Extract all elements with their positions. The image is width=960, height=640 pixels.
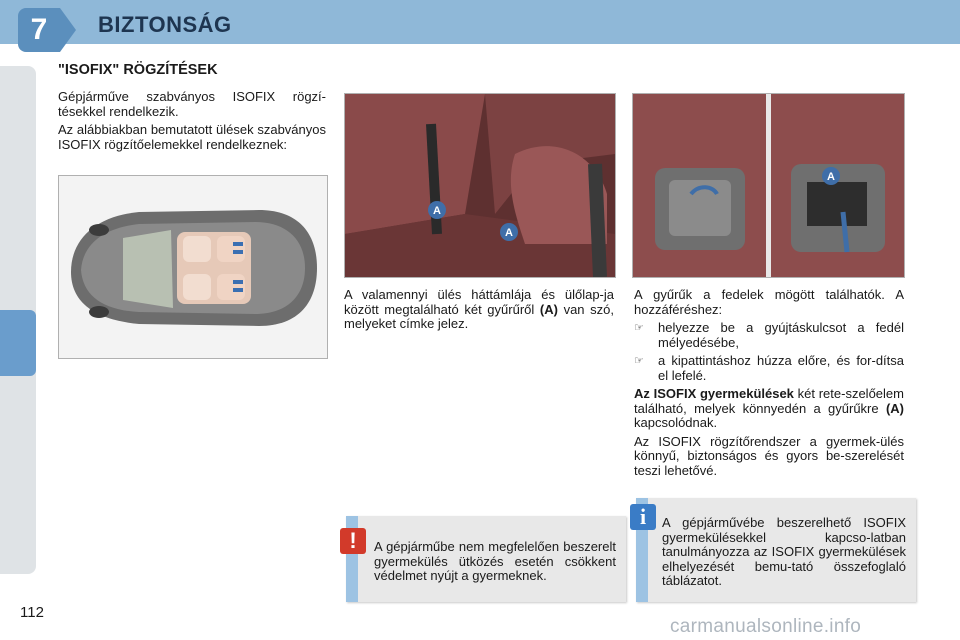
section-heading: "ISOFIX" RÖGZÍTÉSEK <box>58 62 218 78</box>
warning-text: A gépjárműbe nem megfelelően beszerelt gyermekülés ütközés esetén csökkent védelmet nyújt a gyermeknek. <box>374 539 616 583</box>
seat-caption <box>344 288 614 336</box>
ring-marker-label: A <box>505 227 513 239</box>
car-topview-illustration <box>58 175 328 359</box>
intro-paragraph: Gépjárműve szabványos ISOFIX rögzí-tésekkel rendelkezik. <box>58 89 326 119</box>
rear-seat-photo <box>344 93 616 278</box>
marker-a: (A) <box>885 400 904 416</box>
access-instructions <box>634 288 904 482</box>
ring-marker-label: A <box>827 171 835 183</box>
info-text: A gépjárművébe beszerelhető ISOFIX gyermekülésekkel kapcso-latban tanulmányozza az ISOFIX gyermekülések elhelyezését bemu-tató összefoglaló táblázatot. <box>662 515 906 588</box>
paragraph-text: Az ISOFIX rögzítőrendszer a gyermek-ülés könnyű, biztonságos és gyors be-szerelését teszi lehetővé. <box>634 433 904 478</box>
warning-note <box>346 516 626 602</box>
info-icon: i <box>630 504 656 530</box>
side-chapter-tab <box>0 310 36 376</box>
pointing-hand-icon: ☞ <box>634 322 644 334</box>
caption-text: A valamennyi ülés háttámlája és ülőlap-ja között megtalálható két gyűrűről <box>344 287 614 317</box>
watermark: carmanualsonline.info <box>670 616 862 637</box>
caption-text: van szó, melyeket címke jelez. <box>344 301 614 331</box>
info-note <box>636 498 916 602</box>
list-item <box>634 354 904 387</box>
access-intro: A gyűrűk a fedelek mögött találhatók. A hozzáféréshez: <box>634 287 904 317</box>
paragraph-text: kapcsolódnak. <box>634 415 718 430</box>
marker-a: (A) <box>539 301 558 317</box>
bold-term: Az ISOFIX gyermekülések <box>634 386 794 401</box>
intro-paragraph: Az alábbiakban bemutatott ülések szabványos ISOFIX rögzítőelemekkel rendelkeznek: <box>58 122 326 152</box>
pointing-hand-icon: ☞ <box>634 355 644 367</box>
page-title: BIZTONSÁG <box>98 12 232 37</box>
chapter-number: 7 <box>18 8 60 52</box>
warning-icon: ! <box>340 528 366 554</box>
step-text: a kipattintáshoz húzza előre, és for-dítsa el lefelé. <box>658 353 904 383</box>
ring-cover-photos <box>632 93 905 278</box>
paragraph-text: két rete-szelőelem található, melyek könnyedén a gyűrűkre <box>634 386 904 416</box>
intro-column <box>58 90 326 156</box>
step-text: helyezze be a gyújtáskulcsot a fedél mélyedésébe, <box>658 320 904 350</box>
page-number: 112 <box>20 604 44 621</box>
ring-marker-label: A <box>433 205 441 217</box>
list-item <box>634 321 904 354</box>
